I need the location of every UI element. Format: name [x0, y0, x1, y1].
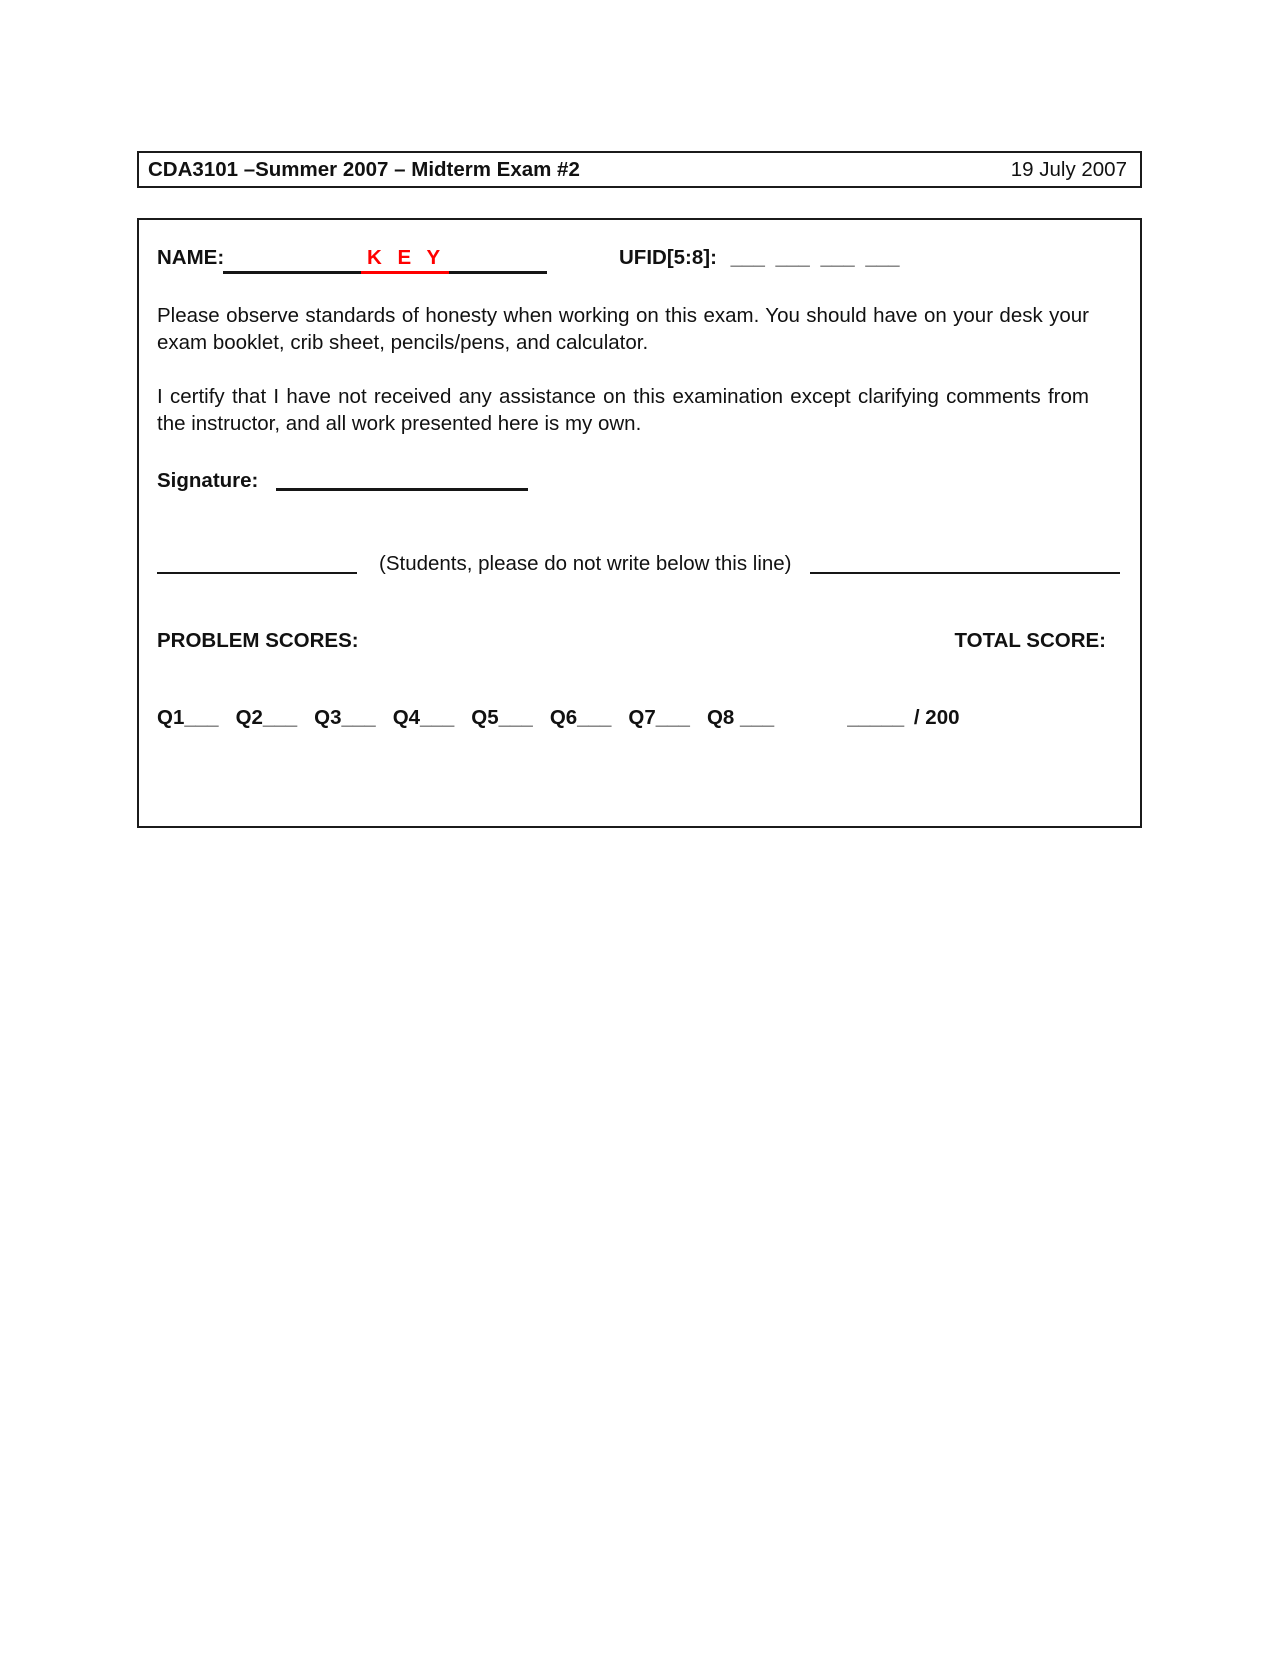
score-item-q8: Q8 ___: [706, 706, 775, 729]
score-item-q1: Q1___: [157, 706, 219, 729]
problem-scores-label: PROBLEM SCORES:: [157, 629, 359, 652]
exam-date: 19 July 2007: [1010, 157, 1127, 181]
name-blank-line: [223, 271, 547, 274]
score-item-q7: Q7___: [628, 706, 690, 729]
score-item-q3: Q3___: [314, 706, 376, 729]
header-bar: [137, 151, 1142, 188]
course-exam-title: CDA3101 –Summer 2007 – Midterm Exam #2: [148, 157, 580, 181]
name-label: NAME:: [157, 246, 225, 269]
score-item-q2: Q2___: [235, 706, 298, 729]
left-blank-line: [157, 572, 357, 574]
score-item-q5: Q5___: [471, 706, 533, 729]
ufid-group: [619, 246, 900, 270]
ufid-blanks: ___ ___ ___ ___: [730, 246, 900, 269]
signature-blank-line: [276, 488, 528, 491]
do-not-write-row: [157, 550, 1120, 577]
name-line-left-segment: [223, 271, 361, 274]
exam-info-box: [137, 218, 1142, 828]
total-score-denominator: / 200: [913, 706, 960, 729]
total-score-label: TOTAL SCORE:: [954, 629, 1106, 652]
score-item-q4: Q4___: [392, 706, 455, 729]
total-score-blank: _____: [847, 706, 905, 729]
signature-row: [157, 467, 1120, 494]
scores-header-row: [157, 627, 1120, 654]
certification-paragraph: I certify that I have not received any assistance on this examination except clarifying comments from the instructor, and all work presented here is my own.: [157, 385, 1089, 435]
no-write-note: (Students, please do not write below this line): [379, 552, 792, 575]
signature-label: Signature:: [157, 469, 259, 492]
name-line-right-segment: [449, 271, 547, 274]
right-blank-line: [810, 572, 1120, 574]
name-ufid-row: [157, 246, 1120, 276]
key-red-underline: [361, 271, 449, 274]
ufid-label: UFID[5:8]:: [619, 246, 717, 269]
question-scores-row: [157, 704, 1120, 731]
honesty-paragraph: Please observe standards of honesty when working on this exam. You should have on your desk your exam booklet, crib sheet, pencils/pens, and calculator.: [157, 304, 1089, 354]
score-item-q6: Q6___: [549, 706, 612, 729]
name-key-value: K E Y: [367, 246, 446, 269]
total-score-group: [847, 704, 963, 731]
